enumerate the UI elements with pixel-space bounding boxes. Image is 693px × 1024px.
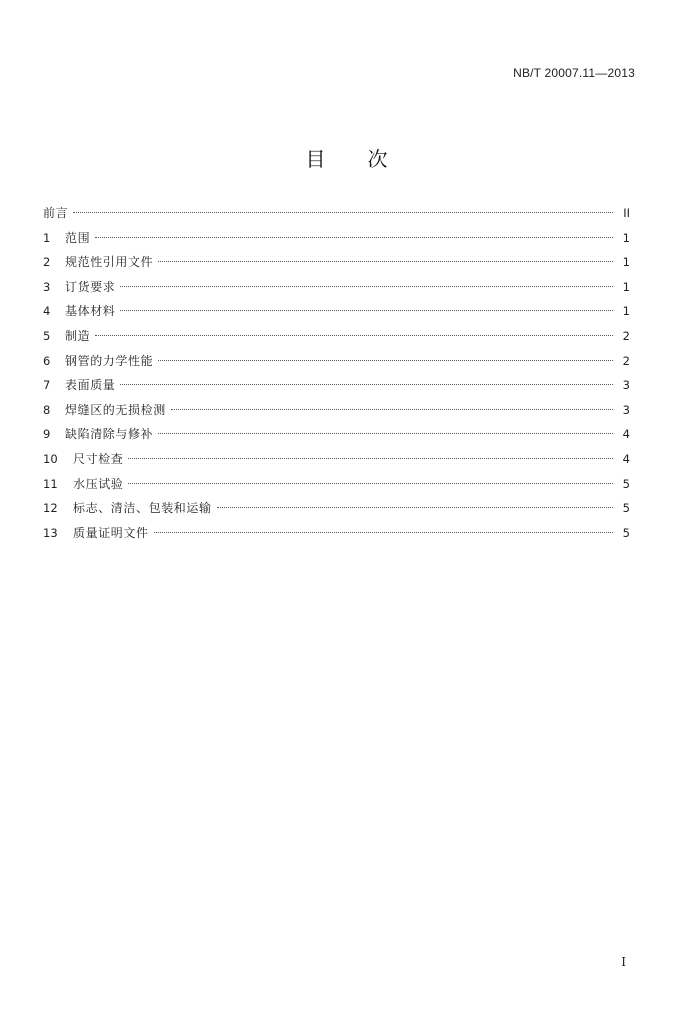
toc-dot-leader	[158, 433, 613, 434]
toc-entry-page: 5	[622, 525, 630, 540]
toc-entry-number: 1	[43, 230, 51, 245]
toc-dot-leader	[95, 335, 613, 336]
toc-entry-page: 3	[622, 378, 630, 393]
toc-entry-9[interactable]	[43, 422, 630, 447]
toc-entry-label: 表面质量	[65, 378, 116, 393]
toc-dot-leader	[128, 483, 613, 484]
toc-dot-leader	[120, 310, 613, 311]
toc-entry-number: 2	[43, 255, 51, 270]
table-of-contents	[43, 201, 630, 545]
toc-dot-leader	[158, 360, 613, 361]
toc-entry-number: 4	[43, 304, 51, 319]
toc-entry-6[interactable]	[43, 349, 630, 374]
toc-entry-number: 10	[43, 451, 58, 466]
toc-entry-number: 8	[43, 402, 51, 417]
toc-entry-number: 11	[43, 476, 58, 491]
toc-entry-foreword[interactable]	[43, 201, 630, 226]
toc-entry-label: 质量证明文件	[73, 525, 149, 540]
toc-entry-11[interactable]	[43, 472, 630, 497]
toc-entry-3[interactable]	[43, 275, 630, 300]
toc-entry-label: 尺寸检查	[73, 451, 124, 466]
toc-entry-2[interactable]	[43, 250, 630, 275]
toc-entry-page: II	[623, 206, 630, 220]
page-number: I	[621, 955, 626, 969]
toc-entry-number: 9	[43, 427, 51, 442]
toc-entry-label: 订货要求	[65, 279, 116, 294]
toc-entry-page: 5	[622, 501, 630, 516]
toc-entry-1[interactable]	[43, 226, 630, 251]
toc-dot-leader	[95, 237, 613, 238]
toc-entry-label: 标志、清洁、包装和运输	[73, 501, 212, 516]
toc-entry-label: 缺陷清除与修补	[65, 427, 154, 442]
toc-entry-page: 4	[622, 427, 630, 442]
toc-entry-page: 4	[622, 451, 630, 466]
toc-entry-page: 1	[622, 230, 630, 245]
toc-entry-page: 3	[622, 402, 630, 417]
toc-entry-13[interactable]	[43, 521, 630, 546]
toc-dot-leader	[158, 261, 613, 262]
toc-entry-5[interactable]	[43, 324, 630, 349]
toc-entry-label: 范围	[65, 230, 91, 245]
toc-entry-page: 1	[622, 279, 630, 294]
toc-dot-leader	[120, 384, 613, 385]
toc-entry-number: 3	[43, 279, 51, 294]
toc-dot-leader	[171, 409, 613, 410]
toc-entry-page: 5	[622, 476, 630, 491]
toc-entry-number: 12	[43, 501, 58, 516]
toc-entry-number: 13	[43, 525, 58, 540]
toc-dot-leader	[120, 286, 613, 287]
toc-entry-8[interactable]	[43, 398, 630, 423]
toc-entry-label: 焊缝区的无损检测	[65, 402, 166, 417]
document-code: NB/T 20007.11—2013	[513, 66, 635, 80]
toc-entry-number: 5	[43, 328, 51, 343]
toc-entry-10[interactable]	[43, 447, 630, 472]
toc-entry-label: 基体材料	[65, 304, 116, 319]
page-title: 目次	[305, 147, 430, 171]
toc-entry-label: 水压试验	[73, 476, 124, 491]
toc-entry-label: 前言	[43, 206, 69, 220]
toc-entry-number: 7	[43, 378, 51, 393]
toc-entry-4[interactable]	[43, 299, 630, 324]
toc-entry-number: 6	[43, 353, 51, 368]
toc-entry-page: 2	[622, 328, 630, 343]
toc-entry-7[interactable]	[43, 373, 630, 398]
toc-entry-label: 制造	[65, 328, 91, 343]
toc-entry-label: 钢管的力学性能	[65, 353, 154, 368]
toc-dot-leader	[217, 507, 613, 508]
toc-dot-leader	[73, 212, 613, 213]
toc-dot-leader	[154, 532, 613, 533]
toc-entry-label: 规范性引用文件	[65, 255, 154, 270]
toc-entry-12[interactable]	[43, 496, 630, 521]
toc-dot-leader	[128, 458, 613, 459]
toc-entry-page: 2	[622, 353, 630, 368]
toc-entry-page: 1	[622, 255, 630, 270]
toc-entry-page: 1	[622, 304, 630, 319]
